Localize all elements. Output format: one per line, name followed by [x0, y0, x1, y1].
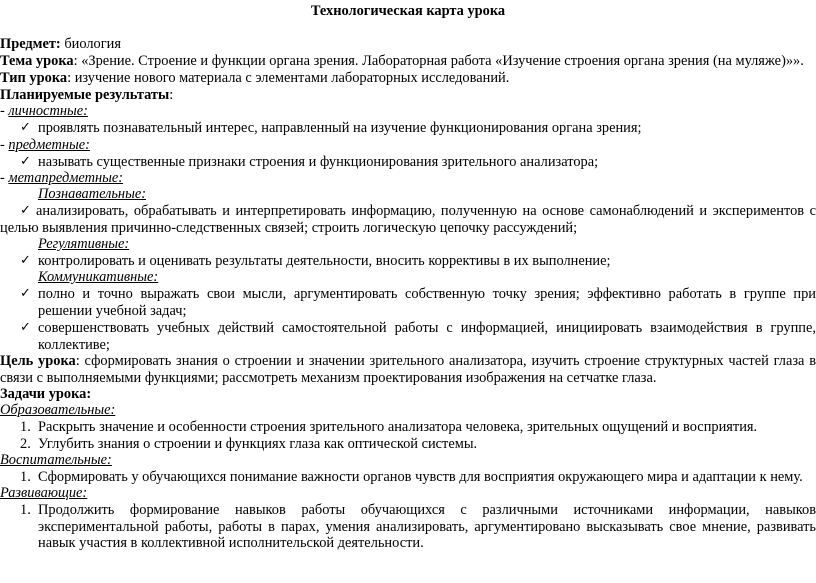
developing-label: Развивающие: [0, 485, 88, 501]
list-item: называть существенные признаки строения и функционирования зрительного анализатора; [38, 154, 599, 170]
regulatory-label: Регулятивные: [38, 236, 130, 252]
results-heading [0, 87, 173, 104]
list-number: 1. [20, 419, 31, 435]
topic-value: : «Зрение. Строение и функции органа зрения. Лабораторная работа «Изучение строения органа зрения (на муляже)»». [73, 53, 804, 69]
list-number: 1. [20, 502, 31, 518]
subject-label: Предмет: [0, 36, 61, 52]
cognitive-label: Познавательные: [38, 186, 146, 202]
type-value: : изучение нового материала с элементами лабораторных исследований. [67, 70, 510, 86]
meta-dash: - [0, 170, 9, 186]
goal-paragraph [0, 353, 816, 386]
topic-label: Тема урока [0, 53, 74, 69]
list-item: Углубить знания о строении и функциях глаза как оптической системы. [38, 436, 478, 452]
checkmark-icon: ✓ [20, 253, 31, 268]
checkmark-icon: ✓ [20, 120, 31, 135]
list-item: полно и точно выражать свои мысли, аргументировать собственную точку зрения; эффективно работать в группе при решении учебной задач; [38, 286, 816, 319]
type-label: Тип урока [0, 70, 68, 86]
topic-line [0, 53, 804, 70]
subject-line [0, 36, 121, 53]
educational-label: Образовательные: [0, 402, 116, 418]
subject-results-heading [0, 137, 90, 154]
list-item: совершенствовать учебных действий самостоятельной работы с информацией, инициировать взаимодействия в группе, коллективе; [38, 320, 816, 353]
document-title: Технологическая карта урока [310, 3, 506, 19]
list-item: контролировать и оценивать результаты деятельности, вносить коррективы в их выполнение; [38, 253, 611, 269]
results-heading-colon: : [169, 87, 174, 103]
personal-label: личностные: [8, 103, 88, 119]
subject-results-label: предметные: [8, 137, 90, 153]
checkmark-icon: ✓ [20, 320, 31, 335]
list-number: 2. [20, 436, 31, 452]
upbringing-label: Воспитательные: [0, 452, 112, 468]
meta-label: метапредметные: [8, 170, 124, 186]
checkmark-icon: ✓ [20, 286, 31, 301]
subject-results-dash: - [0, 137, 9, 153]
personal-heading [0, 103, 88, 120]
list-item: проявлять познавательный интерес, направленный на изучение функционирования органа зрения; [38, 120, 642, 136]
communicative-label: Коммуникативные: [38, 269, 159, 285]
tasks-heading: Задачи урока: [0, 386, 92, 402]
list-number: 1. [20, 469, 31, 485]
meta-heading [0, 170, 123, 187]
list-item: анализировать, обрабатывать и интерпретировать информацию, полученную на основе самонаблюдений и экспериментов с целью выявления причинно-следственных связей; строить логическую цепочку рассуждений; [0, 203, 816, 236]
type-line [0, 70, 509, 87]
checkmark-icon: ✓ [20, 203, 31, 218]
list-item: Сформировать у обучающихся понимание важности органов чувств для восприятия окружающего мира и адаптации к нему. [38, 469, 803, 485]
list-item: Продолжить формирование навыков работы обучающихся с различными источниками информации, навыков экспериментальной работы, работы в парах, умения анализировать, аргументировано высказывать свое мнение, развивать навык участия в коллективной исполнительской деятельности. [38, 502, 816, 552]
results-heading-label: Планируемые результаты [0, 87, 170, 103]
list-item: Раскрыть значение и особенности строения зрительного анализатора человека, зрительных ощущений и восприятия. [38, 419, 758, 435]
goal-label: Цель урока [0, 353, 76, 369]
personal-dash: - [0, 103, 9, 119]
subject-value: биология [60, 36, 121, 52]
checkmark-icon: ✓ [20, 154, 31, 169]
goal-value: : сформировать знания о строении и значении зрительного анализатора, изучить строение структурных частей глаза в связи с выполняемыми функциями; рассмотреть механизм проектирования изображения на сетчатке глаза. [0, 353, 816, 386]
